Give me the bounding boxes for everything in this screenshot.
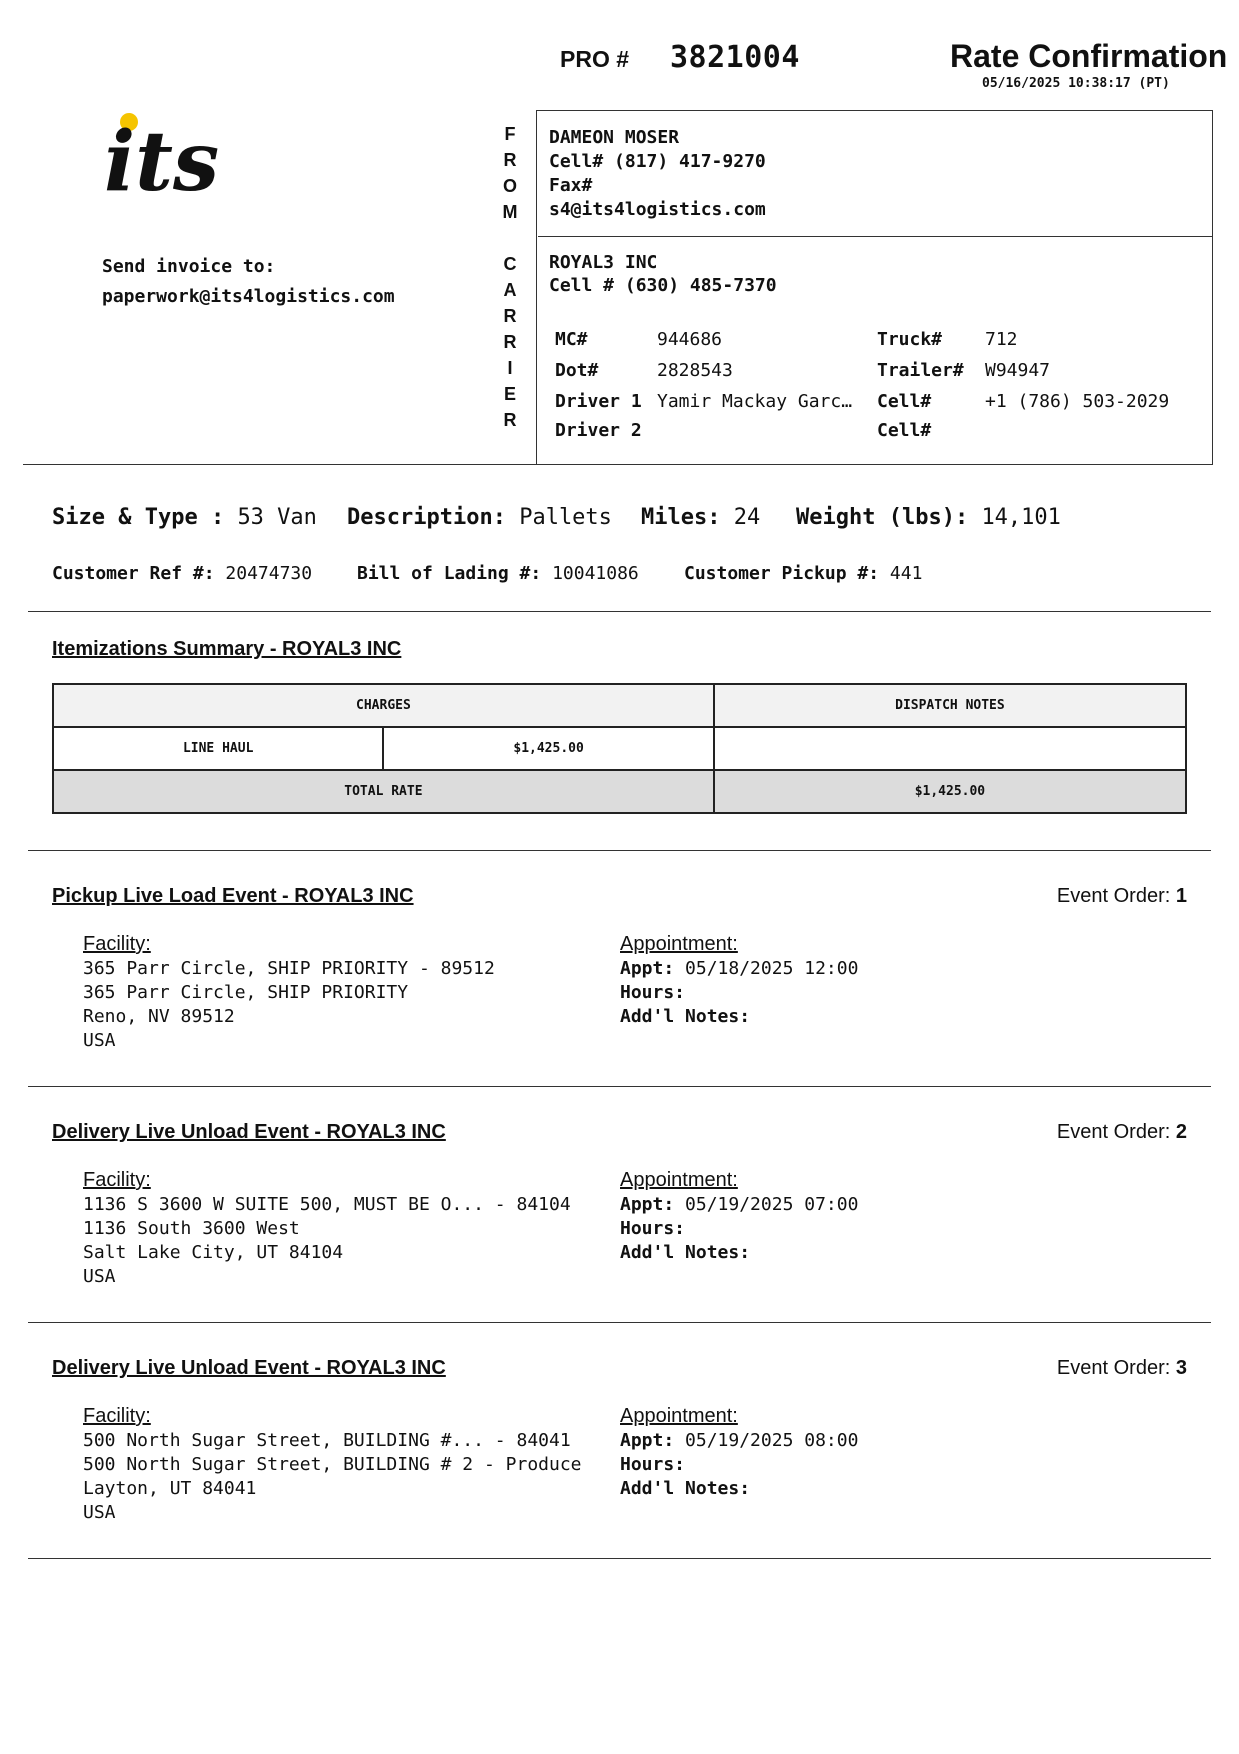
cell1-value: +1 (786) 503-2029: [985, 391, 1170, 412]
total-rate-label: TOTAL RATE: [53, 770, 714, 813]
total-rate-value: $1,425.00: [714, 770, 1186, 813]
facility-line: USA: [83, 1030, 116, 1051]
driver1-label: Driver 1: [555, 391, 642, 412]
divider: [28, 1322, 1211, 1323]
facility-heading: Facility:: [83, 1169, 151, 1191]
svg-text:its: its: [104, 114, 220, 200]
customer-pickup-label: Customer Pickup #:: [684, 563, 880, 584]
hours-label: Hours:: [620, 1218, 686, 1239]
pro-number: 3821004: [670, 40, 800, 75]
facility-line: 500 North Sugar Street, BUILDING #... - 84041: [83, 1430, 571, 1451]
event-title: Delivery Live Unload Event - ROYAL3 INC: [52, 1357, 446, 1379]
facility-line: Reno, NV 89512: [83, 1006, 235, 1027]
appt-label: Appt:: [620, 1430, 675, 1451]
weight-value: 14,101: [981, 505, 1061, 530]
facility-line: USA: [83, 1502, 116, 1523]
charges-header: CHARGES: [53, 684, 714, 727]
invoice-label: Send invoice to:: [102, 256, 276, 277]
miles-value: 24: [733, 505, 761, 530]
dot-label: Dot#: [555, 360, 599, 381]
dispatch-notes-cell: [714, 727, 1186, 770]
description-label: Description:: [347, 505, 506, 530]
itemizations-title: Itemizations Summary - ROYAL3 INC: [52, 638, 402, 660]
mc-label: MC#: [555, 329, 588, 350]
mc-value: 944686: [657, 329, 723, 350]
from-cell: Cell# (817) 417-9270: [549, 151, 766, 172]
appointment-heading: Appointment:: [620, 1405, 738, 1427]
notes-label: Add'l Notes:: [620, 1242, 751, 1263]
facility-line: 365 Parr Circle, SHIP PRIORITY - 89512: [83, 958, 495, 979]
event-order: Event Order: 1: [1056, 885, 1187, 907]
appt-label: Appt:: [620, 1194, 675, 1215]
cell2-label: Cell#: [877, 420, 932, 441]
divider: [28, 611, 1211, 612]
size-label: Size & Type :: [52, 505, 225, 530]
facility-line: 500 North Sugar Street, BUILDING # 2 - Produce: [83, 1454, 582, 1475]
size-value: 53 Van: [237, 505, 317, 530]
its-logo: [104, 108, 234, 200]
notes-label: Add'l Notes:: [620, 1006, 751, 1027]
truck-value: 712: [985, 329, 1018, 350]
page-title: Rate Confirmation: [950, 38, 1228, 74]
facility-line: USA: [83, 1266, 116, 1287]
miles-label: Miles:: [641, 505, 721, 530]
event-title: Delivery Live Unload Event - ROYAL3 INC: [52, 1121, 446, 1143]
timestamp: 05/16/2025 10:38:17 (PT): [982, 76, 1170, 91]
from-name: DAMEON MOSER: [549, 127, 680, 148]
dot-value: 2828543: [657, 360, 733, 381]
appt-label: Appt:: [620, 958, 675, 979]
notes-label: Add'l Notes:: [620, 1478, 751, 1499]
appt-value: 05/19/2025 08:00: [685, 1430, 859, 1451]
description-value: Pallets: [519, 505, 612, 530]
from-fax: Fax#: [549, 175, 593, 196]
weight-label: Weight (lbs):: [796, 505, 969, 530]
carrier-name: ROYAL3 INC: [549, 252, 658, 273]
appt-value: 05/19/2025 07:00: [685, 1194, 859, 1215]
hours-label: Hours:: [620, 982, 686, 1003]
event-order: Event Order: 2: [1056, 1121, 1187, 1143]
facility-line: Layton, UT 84041: [83, 1478, 257, 1499]
driver1-value: Yamir Mackay Garc…: [657, 391, 853, 412]
customer-ref-label: Customer Ref #:: [52, 563, 215, 584]
divider: [28, 1558, 1211, 1559]
customer-ref-value: 20474730: [225, 563, 313, 584]
box-divider: [538, 236, 1213, 237]
line-haul-value: $1,425.00: [383, 727, 713, 770]
bol-label: Bill of Lading #:: [357, 563, 542, 584]
table-header-row: [53, 684, 1186, 727]
truck-label: Truck#: [877, 329, 943, 350]
trailer-value: W94947: [985, 360, 1051, 381]
dispatch-notes-header: DISPATCH NOTES: [714, 684, 1186, 727]
facility-line: 1136 South 3600 West: [83, 1218, 300, 1239]
charges-table: [52, 683, 1187, 814]
appointment-heading: Appointment:: [620, 1169, 738, 1191]
divider: [28, 850, 1211, 851]
appt-value: 05/18/2025 12:00: [685, 958, 859, 979]
facility-heading: Facility:: [83, 1405, 151, 1427]
line-haul-label: LINE HAUL: [53, 727, 383, 770]
total-row: [53, 770, 1186, 813]
facility-line: 365 Parr Circle, SHIP PRIORITY: [83, 982, 409, 1003]
event-title: Pickup Live Load Event - ROYAL3 INC: [52, 885, 414, 907]
hours-label: Hours:: [620, 1454, 686, 1475]
invoice-email: paperwork@its4logistics.com: [102, 286, 395, 307]
trailer-label: Trailer#: [877, 360, 964, 381]
facility-line: 1136 S 3600 W SUITE 500, MUST BE O... - 84104: [83, 1194, 571, 1215]
header-divider: [23, 464, 1213, 465]
table-row: [53, 727, 1186, 770]
carrier-cell: Cell # (630) 485-7370: [549, 275, 777, 296]
driver2-label: Driver 2: [555, 420, 642, 441]
pro-label: PRO #: [560, 46, 630, 72]
bol-value: 10041086: [552, 563, 639, 584]
facility-heading: Facility:: [83, 933, 151, 955]
event-order: Event Order: 3: [1056, 1357, 1187, 1379]
cell1-label: Cell#: [877, 391, 932, 412]
facility-line: Salt Lake City, UT 84104: [83, 1242, 344, 1263]
customer-pickup-value: 441: [889, 563, 923, 584]
from-email: s4@its4logistics.com: [549, 199, 766, 220]
divider: [28, 1086, 1211, 1087]
appointment-heading: Appointment:: [620, 933, 738, 955]
